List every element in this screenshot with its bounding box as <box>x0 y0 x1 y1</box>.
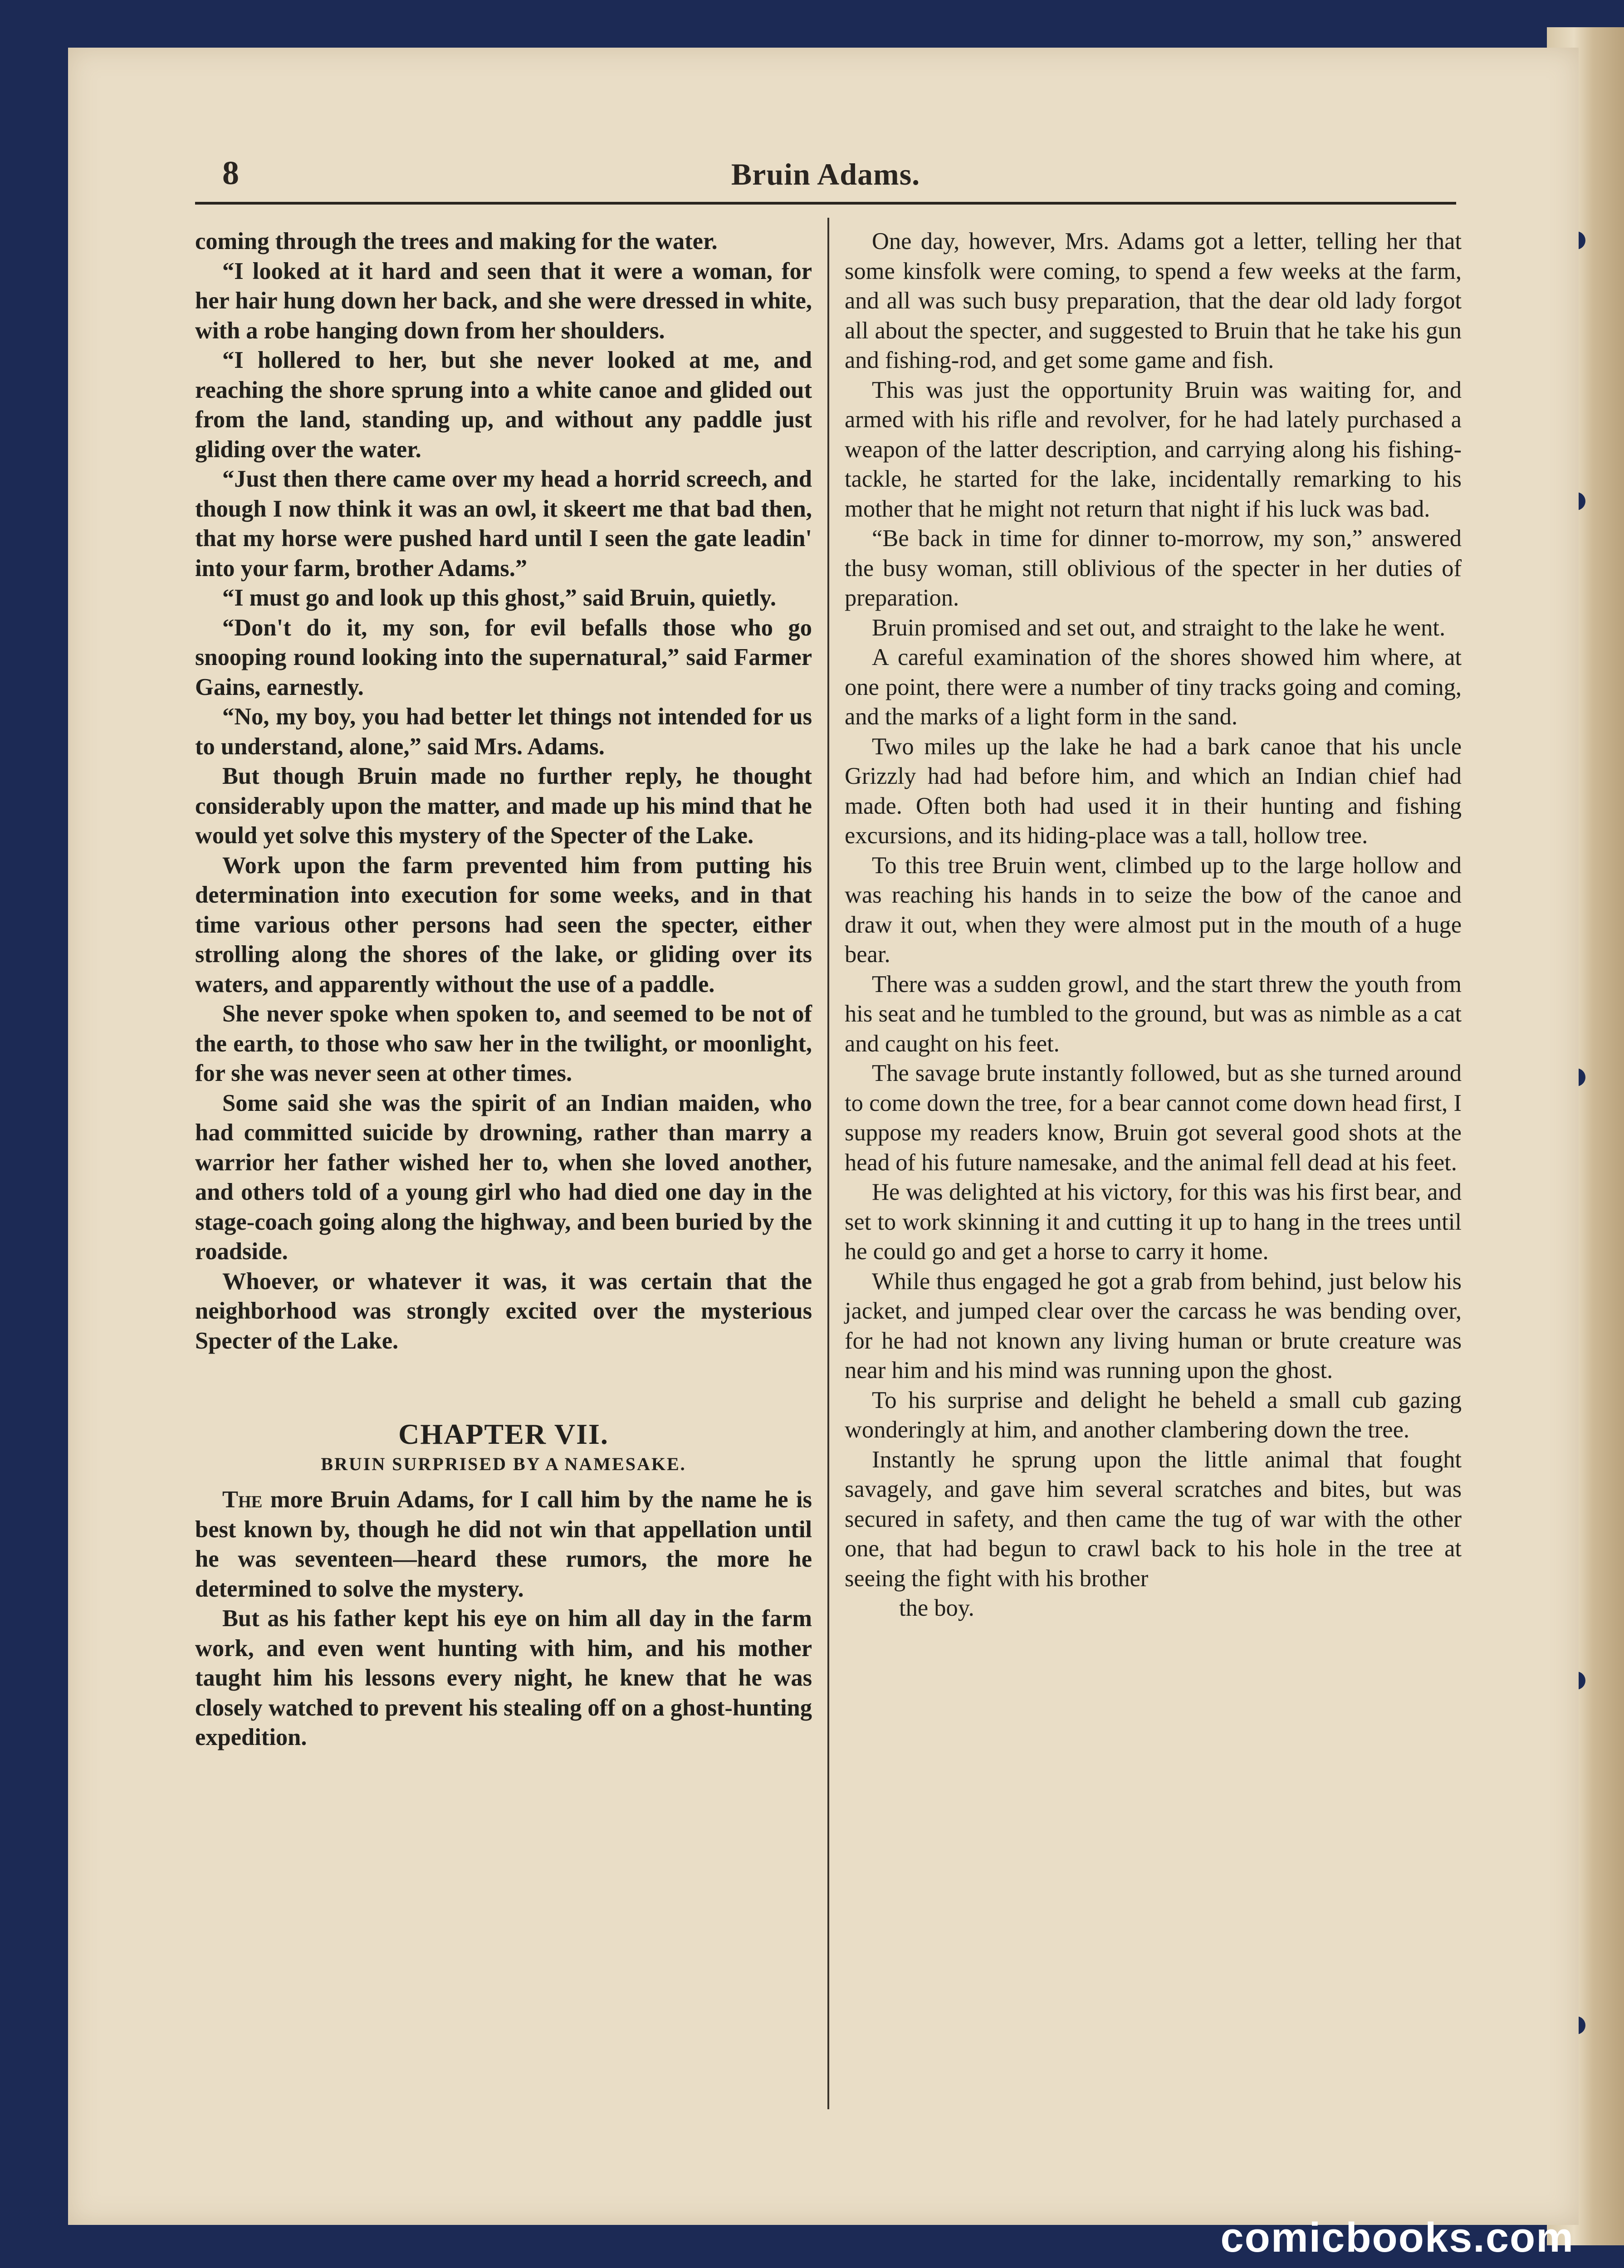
running-title: Bruin Adams. <box>731 157 920 191</box>
paragraph: Some said she was the spirit of an Indian maiden, who had committed suicide by drowning, rather than marry a warrior her father wished her to, when she loved another, and others told of a young girl who had died one day in the stage-coach going along the highway, and been buried by the roadside. <box>195 1090 812 1265</box>
paragraph: This was just the opportunity Bruin was waiting for, and armed with his rifle and revolver, for he had lately purchased a weapon of the latter description, and carrying along his fishing-tackle, he started for the lake, incidentally remarking to his mother that he might not return that night if his luck was bad. <box>845 376 1462 522</box>
site-watermark: comicbooks.com <box>1220 2214 1574 2261</box>
page-header <box>195 152 1456 205</box>
paragraph: The savage brute instantly followed, but as she turned around to come down the tree, for a bear cannot come down head first, I suppose my readers know, Bruin got several good shots at the head of his future namesake, and the animal fell dead at his feet. <box>845 1060 1462 1176</box>
paragraph: “Don't do it, my son, for evil befalls those who go snooping round looking into the supernatural,” said Farmer Gains, earnestly. <box>195 614 812 700</box>
paragraph: Whoever, or whatever it was, it was certain that the neighborhood was strongly excited over the mysterious Specter of the Lake. <box>195 1268 812 1354</box>
paragraph: “I looked at it hard and seen that it were a woman, for her hair hung down her back, and she were dressed in white, with a robe hanging down from her shoulders. <box>195 258 812 344</box>
paragraph: She never spoke when spoken to, and seemed to be not of the earth, to those who saw her in the twilight, or moonlight, for she was never seen at other times. <box>195 1001 812 1086</box>
paragraph: “I hollered to her, but she never looked at me, and reaching the shore sprung into a white canoe and glided out from the land, standing up, and without any paddle just gliding over the water. <box>195 347 812 463</box>
right-column <box>845 227 1462 1623</box>
paragraph: To his surprise and delight he beheld a small cub gazing wonderingly at him, and another clambering down the tree. <box>845 1387 1462 1443</box>
paragraph: But as his father kept his eye on him all day in the farm work, and even went hunting with him, and his mother taught him his lessons every night, he knew that he was closely watched to prevent his stealing off on a ghost-hunting expedition. <box>195 1605 812 1750</box>
paragraph: He was delighted at his victory, for this was his first bear, and set to work skinning it and cutting it up to hang in the trees until he could go and get a horse to carry it home. <box>845 1179 1462 1265</box>
paragraph: “No, my boy, you had better let things not intended for us to understand, alone,” said Mrs. Adams. <box>195 704 812 760</box>
lead-word: The <box>222 1486 263 1513</box>
paragraph: One day, however, Mrs. Adams got a letter, telling her that some kinsfolk were coming, to spend a few weeks at the farm, and all was such busy preparation, that the dear old lady forgot all about the specter, and suggested to Bruin that he take his gun and fishing-rod, and get some game and fish. <box>845 228 1462 373</box>
paragraph: “Just then there came over my head a horrid screech, and though I now think it was an owl, it skeert me that bad then, that my horse were pushed hard until I seen the gate leadin' into your farm, brother Adams.” <box>195 466 812 582</box>
column-divider <box>827 218 829 2109</box>
paragraph-text: more Bruin Adams, for I call him by the name he is best known by, though he did not win that appellation until he was seventeen—heard these rumors, the more he determined to solve the mystery. <box>195 1486 812 1602</box>
chapter-opening-paragraph <box>195 1485 812 1604</box>
left-column <box>195 227 812 1753</box>
paragraph: There was a sudden growl, and the start threw the youth from his seat and he tumbled to the ground, but was as nimble as a cat and caught on his feet. <box>845 971 1462 1057</box>
paragraph: While thus engaged he got a grab from behind, just below his jacket, and jumped clear over the carcass he was bending over, for he had not known any living human or brute creature was near him and his mind was running upon the ghost. <box>845 1268 1462 1383</box>
paragraph: “I must go and look up this ghost,” said Bruin, quietly. <box>222 585 777 611</box>
paragraph: Work upon the farm prevented him from putting his determination into execution for some weeks, and in that time various other persons had seen the specter, either strolling along the shores of the lake, or gliding over its waters, and apparently without the use of a paddle. <box>195 852 812 997</box>
paragraph: Instantly he sprung upon the little animal that fought savagely, and gave him several scratches and bites, but was secured in safety, and then came the tug of war with the other one, that had begun to crawl back to his hole in the tree at seeing the fight with his brother <box>845 1446 1462 1592</box>
page-number: 8 <box>222 155 239 192</box>
chapter-title: CHAPTER VII. <box>398 1418 609 1450</box>
paragraph: “Be back in time for dinner to-morrow, my son,” answered the busy woman, still oblivious of the specter in her duties of preparation. <box>845 525 1462 611</box>
paragraph: But though Bruin made no further reply, he thought considerably upon the matter, and made up his mind that he would yet solve this mystery of the Specter of the Lake. <box>195 763 812 849</box>
paragraph: Bruin promised and set out, and straight to the lake he went. <box>872 614 1446 641</box>
paragraph: coming through the trees and making for the water. <box>195 228 718 254</box>
paragraph: Two miles up the lake he had a bark canoe that his uncle Grizzly had had before him, and which an Indian chief had made. Often both had used it in their hunting and fishing excursions, and its hiding-place was a tall, hollow tree. <box>845 733 1462 849</box>
chapter-subtitle: BRUIN SURPRISED BY A NAMESAKE. <box>321 1453 686 1474</box>
paragraph-last-line: the boy. <box>899 1595 974 1621</box>
paragraph: A careful examination of the shores showed him where, at one point, there were a number of tiny tracks going and coming, and the marks of a light form in the sand. <box>845 644 1462 730</box>
paragraph: To this tree Bruin went, climbed up to the large hollow and was reaching his hands in to seize the bow of the canoe and draw it out, when they were almost put in the mouth of a huge bear. <box>845 852 1462 968</box>
